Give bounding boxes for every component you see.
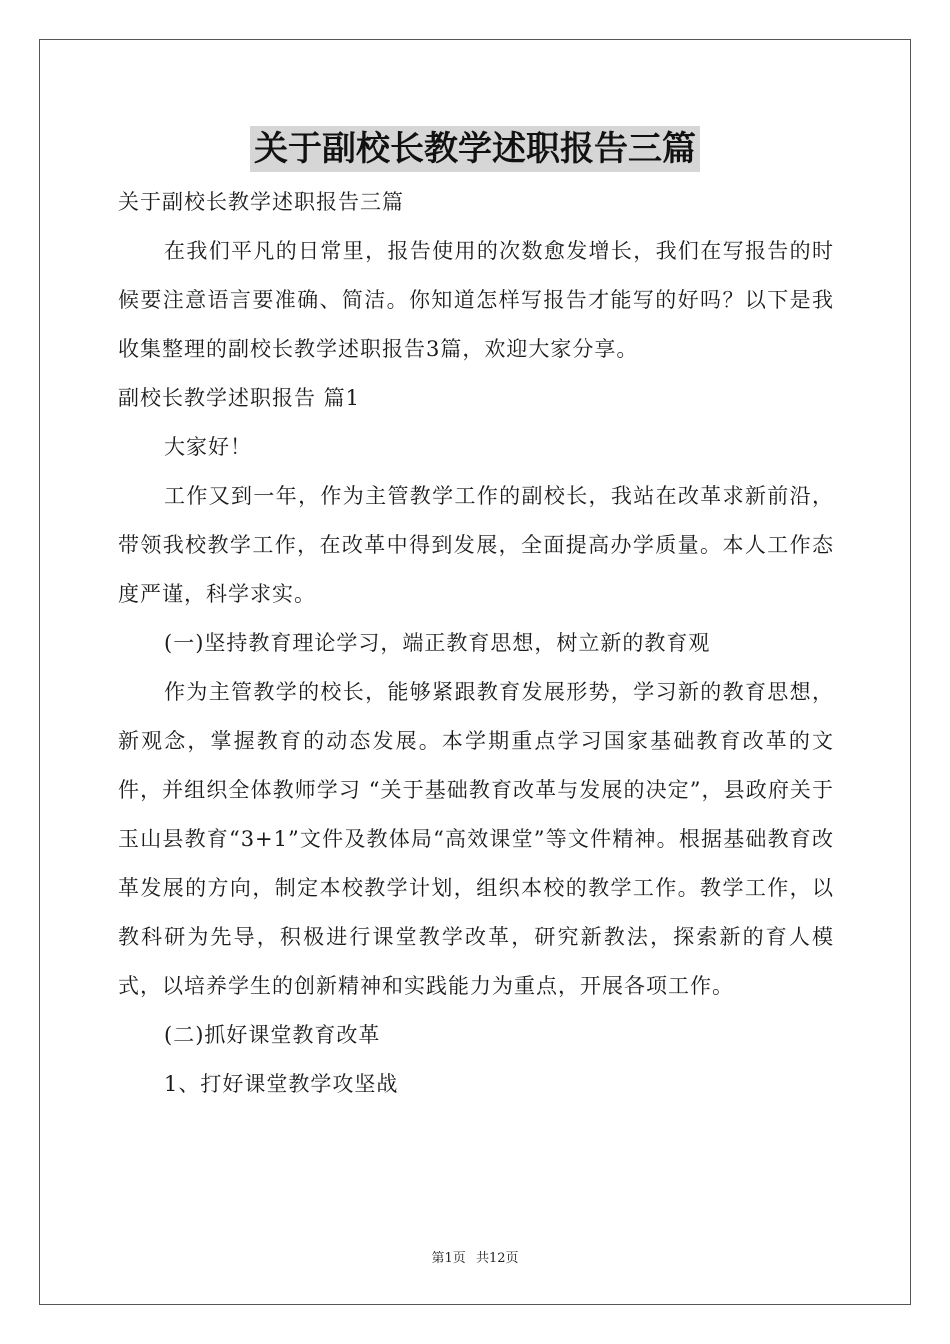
subheading-one: (一)坚持教育理论学习，端正教育思想，树立新的教育观 — [164, 631, 711, 655]
page-footer — [0, 1247, 950, 1266]
paragraph-greeting: 大家好！ — [164, 435, 252, 459]
title-container — [0, 126, 950, 172]
paragraph-theory: 作为主管教学的校长，能够紧跟教育发展形势，学习新的教育思想，新观念，掌握教育的动态发展。本学期重点学习国家基础教育改革的文件，并组织全体教师学习 “关于基础教育改革与发展的决定”，县政府关于玉山县教育“3+1”文件及教体局“高效课堂”等文件精神。根据基础教育改革发展的方向，制定本校教学计划，组织本校的教学工作。教学工作，以教科研为先导，积极进行课堂教学改革，研究新教法，探索新的育人模式，以培养学生的创新精神和实践能力为重点，开展各项工作。 — [118, 680, 834, 998]
paragraph-subtitle: 关于副校长教学述职报告三篇 — [118, 190, 404, 214]
document-body — [118, 178, 834, 1109]
paragraph-overview: 工作又到一年，作为主管教学工作的副校长，我站在改革求新前沿，带领我校教学工作，在改革中得到发展，全面提高办学质量。本人工作态度严谨，科学求实。 — [118, 484, 834, 606]
list-item-one: 1、打好课堂教学攻坚战 — [164, 1072, 399, 1096]
document-title: 关于副校长教学述职报告三篇 — [250, 126, 700, 172]
page-total: 共12页 — [475, 1251, 519, 1266]
paragraph-intro: 在我们平凡的日常里，报告使用的次数愈发增长，我们在写报告的时候要注意语言要准确、简洁。你知道怎样写报告才能写的好吗？以下是我收集整理的副校长教学述职报告3篇，欢迎大家分享。 — [118, 239, 834, 361]
section-heading: 副校长教学述职报告 篇1 — [118, 386, 361, 410]
page-number: 第1页 — [431, 1251, 466, 1266]
subheading-two: (二)抓好课堂教育改革 — [164, 1023, 381, 1047]
